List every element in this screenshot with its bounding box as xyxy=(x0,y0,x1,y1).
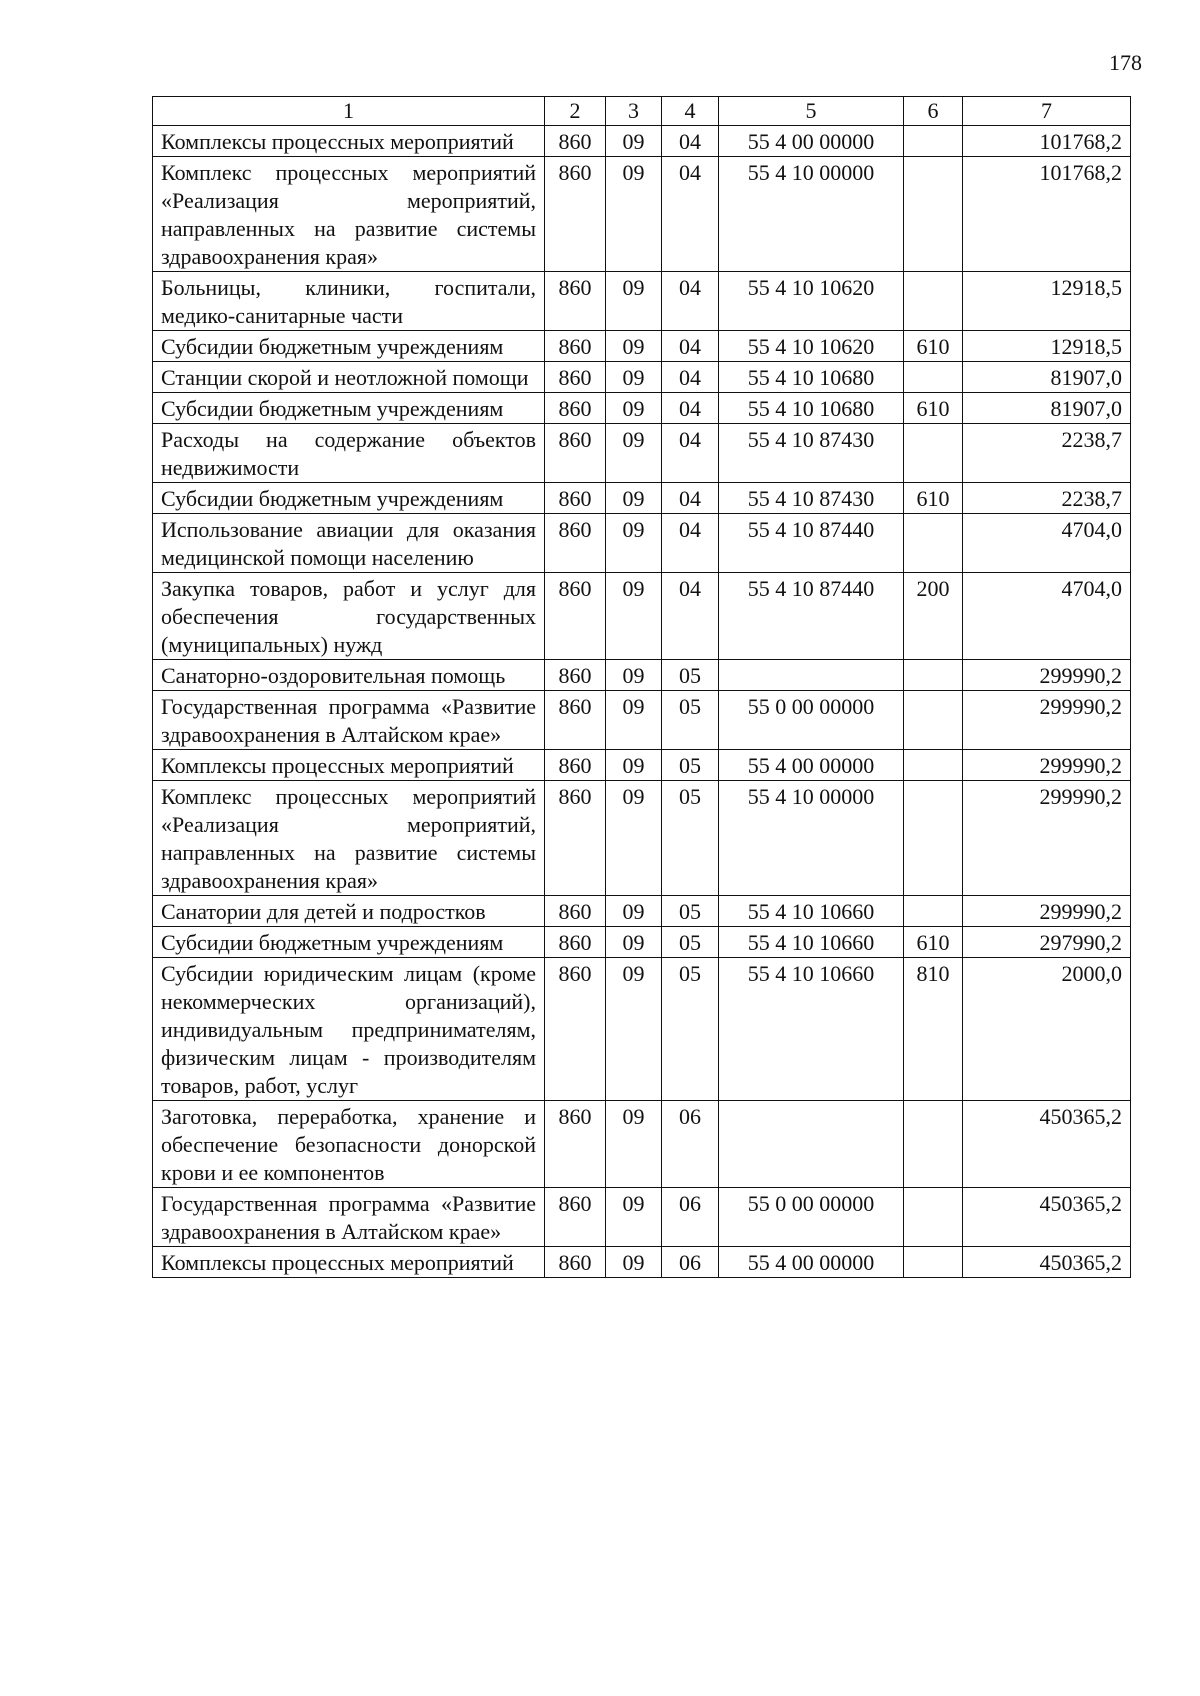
budget-table xyxy=(152,96,1131,1278)
target-article-cell: 55 4 00 00000 xyxy=(719,126,904,157)
target-article-cell: 55 4 00 00000 xyxy=(719,750,904,781)
subsection-code-cell: 04 xyxy=(662,126,719,157)
table-row xyxy=(153,331,1131,362)
target-article-cell: 55 4 10 10660 xyxy=(719,927,904,958)
table-row xyxy=(153,896,1131,927)
header-col-5: 5 xyxy=(719,97,904,126)
table-row xyxy=(153,272,1131,331)
rz-code-cell: 860 xyxy=(545,573,606,660)
header-col-7: 7 xyxy=(963,97,1131,126)
rz-code-cell: 860 xyxy=(545,157,606,272)
amount-cell: 299990,2 xyxy=(963,750,1131,781)
amount-cell: 450365,2 xyxy=(963,1188,1131,1247)
table-row xyxy=(153,573,1131,660)
amount-cell: 4704,0 xyxy=(963,573,1131,660)
target-article-cell: 55 4 10 87440 xyxy=(719,573,904,660)
subsection-code-cell: 06 xyxy=(662,1101,719,1188)
amount-cell: 12918,5 xyxy=(963,272,1131,331)
target-article-cell: 55 4 10 87430 xyxy=(719,424,904,483)
rz-code-cell: 860 xyxy=(545,483,606,514)
expense-type-cell xyxy=(904,1188,963,1247)
section-code-cell: 09 xyxy=(606,573,662,660)
section-code-cell: 09 xyxy=(606,272,662,331)
rz-code-cell: 860 xyxy=(545,927,606,958)
row-name-cell: Комплексы процессных мероприятий xyxy=(153,1247,545,1278)
rz-code-cell: 860 xyxy=(545,958,606,1101)
section-code-cell: 09 xyxy=(606,927,662,958)
target-article-cell: 55 4 10 00000 xyxy=(719,157,904,272)
page-number: 178 xyxy=(1109,50,1142,75)
expense-type-cell: 610 xyxy=(904,483,963,514)
row-name-cell: Субсидии бюджетным учреждениям xyxy=(153,927,545,958)
subsection-code-cell: 04 xyxy=(662,362,719,393)
section-code-cell: 09 xyxy=(606,483,662,514)
expense-type-cell xyxy=(904,896,963,927)
header-col-4: 4 xyxy=(662,97,719,126)
subsection-code-cell: 05 xyxy=(662,958,719,1101)
table-row xyxy=(153,157,1131,272)
rz-code-cell: 860 xyxy=(545,750,606,781)
table-row xyxy=(153,424,1131,483)
header-col-3: 3 xyxy=(606,97,662,126)
subsection-code-cell: 05 xyxy=(662,896,719,927)
expense-type-cell xyxy=(904,1247,963,1278)
subsection-code-cell: 05 xyxy=(662,691,719,750)
expense-type-cell: 200 xyxy=(904,573,963,660)
section-code-cell: 09 xyxy=(606,660,662,691)
subsection-code-cell: 05 xyxy=(662,781,719,896)
expense-type-cell: 610 xyxy=(904,927,963,958)
subsection-code-cell: 06 xyxy=(662,1188,719,1247)
expense-type-cell xyxy=(904,514,963,573)
amount-cell: 299990,2 xyxy=(963,781,1131,896)
expense-type-cell xyxy=(904,691,963,750)
expense-type-cell xyxy=(904,424,963,483)
expense-type-cell xyxy=(904,750,963,781)
table-row xyxy=(153,750,1131,781)
table-row xyxy=(153,126,1131,157)
subsection-code-cell: 05 xyxy=(662,750,719,781)
amount-cell: 12918,5 xyxy=(963,331,1131,362)
row-name-cell: Комплексы процессных мероприятий xyxy=(153,750,545,781)
expense-type-cell: 610 xyxy=(904,331,963,362)
section-code-cell: 09 xyxy=(606,362,662,393)
rz-code-cell: 860 xyxy=(545,781,606,896)
table-row xyxy=(153,1101,1131,1188)
rz-code-cell: 860 xyxy=(545,362,606,393)
target-article-cell: 55 4 10 87430 xyxy=(719,483,904,514)
rz-code-cell: 860 xyxy=(545,1247,606,1278)
subsection-code-cell: 04 xyxy=(662,514,719,573)
table-header xyxy=(153,97,1131,126)
row-name-cell: Заготовка, переработка, хранение и обеспечение безопасности донорской крови и ее компонентов xyxy=(153,1101,545,1188)
rz-code-cell: 860 xyxy=(545,691,606,750)
amount-cell: 2238,7 xyxy=(963,424,1131,483)
rz-code-cell: 860 xyxy=(545,424,606,483)
header-row xyxy=(153,97,1131,126)
section-code-cell: 09 xyxy=(606,424,662,483)
amount-cell: 2000,0 xyxy=(963,958,1131,1101)
amount-cell: 101768,2 xyxy=(963,157,1131,272)
row-name-cell: Субсидии юридическим лицам (кроме некоммерческих организаций), индивидуальным предпринимателям, физическим лицам - производителям товаров, работ, услуг xyxy=(153,958,545,1101)
table-row xyxy=(153,691,1131,750)
subsection-code-cell: 05 xyxy=(662,660,719,691)
section-code-cell: 09 xyxy=(606,514,662,573)
row-name-cell: Использование авиации для оказания медицинской помощи населению xyxy=(153,514,545,573)
table-row xyxy=(153,514,1131,573)
target-article-cell: 55 4 10 87440 xyxy=(719,514,904,573)
row-name-cell: Комплекс процессных мероприятий «Реализация мероприятий, направленных на развитие системы здравоохранения края» xyxy=(153,157,545,272)
expense-type-cell xyxy=(904,362,963,393)
subsection-code-cell: 05 xyxy=(662,927,719,958)
rz-code-cell: 860 xyxy=(545,393,606,424)
amount-cell: 81907,0 xyxy=(963,393,1131,424)
row-name-cell: Субсидии бюджетным учреждениям xyxy=(153,483,545,514)
expense-type-cell xyxy=(904,126,963,157)
expense-type-cell xyxy=(904,272,963,331)
amount-cell: 101768,2 xyxy=(963,126,1131,157)
header-col-2: 2 xyxy=(545,97,606,126)
row-name-cell: Санатории для детей и подростков xyxy=(153,896,545,927)
amount-cell: 299990,2 xyxy=(963,660,1131,691)
section-code-cell: 09 xyxy=(606,1188,662,1247)
rz-code-cell: 860 xyxy=(545,126,606,157)
subsection-code-cell: 04 xyxy=(662,393,719,424)
row-name-cell: Станции скорой и неотложной помощи xyxy=(153,362,545,393)
section-code-cell: 09 xyxy=(606,691,662,750)
table-row xyxy=(153,958,1131,1101)
rz-code-cell: 860 xyxy=(545,896,606,927)
row-name-cell: Санаторно-оздоровительная помощь xyxy=(153,660,545,691)
row-name-cell: Расходы на содержание объектов недвижимости xyxy=(153,424,545,483)
header-col-6: 6 xyxy=(904,97,963,126)
target-article-cell: 55 4 10 10620 xyxy=(719,272,904,331)
amount-cell: 2238,7 xyxy=(963,483,1131,514)
target-article-cell: 55 4 10 10660 xyxy=(719,896,904,927)
row-name-cell: Государственная программа «Развитие здравоохранения в Алтайском крае» xyxy=(153,1188,545,1247)
row-name-cell: Государственная программа «Развитие здравоохранения в Алтайском крае» xyxy=(153,691,545,750)
table-row xyxy=(153,781,1131,896)
table-row xyxy=(153,1247,1131,1278)
table-row xyxy=(153,660,1131,691)
target-article-cell: 55 4 10 10680 xyxy=(719,362,904,393)
section-code-cell: 09 xyxy=(606,393,662,424)
subsection-code-cell: 04 xyxy=(662,272,719,331)
section-code-cell: 09 xyxy=(606,781,662,896)
expense-type-cell: 610 xyxy=(904,393,963,424)
amount-cell: 297990,2 xyxy=(963,927,1131,958)
rz-code-cell: 860 xyxy=(545,1188,606,1247)
table-row xyxy=(153,927,1131,958)
rz-code-cell: 860 xyxy=(545,272,606,331)
subsection-code-cell: 04 xyxy=(662,483,719,514)
section-code-cell: 09 xyxy=(606,126,662,157)
amount-cell: 450365,2 xyxy=(963,1247,1131,1278)
amount-cell: 4704,0 xyxy=(963,514,1131,573)
expense-type-cell xyxy=(904,781,963,896)
row-name-cell: Закупка товаров, работ и услуг для обеспечения государственных (муниципальных) нужд xyxy=(153,573,545,660)
subsection-code-cell: 04 xyxy=(662,573,719,660)
target-article-cell: 55 0 00 00000 xyxy=(719,1188,904,1247)
target-article-cell: 55 4 00 00000 xyxy=(719,1247,904,1278)
row-name-cell: Комплекс процессных мероприятий «Реализация мероприятий, направленных на развитие системы здравоохранения края» xyxy=(153,781,545,896)
table-row xyxy=(153,393,1131,424)
target-article-cell: 55 4 10 10660 xyxy=(719,958,904,1101)
section-code-cell: 09 xyxy=(606,331,662,362)
subsection-code-cell: 06 xyxy=(662,1247,719,1278)
table-row xyxy=(153,1188,1131,1247)
subsection-code-cell: 04 xyxy=(662,331,719,362)
table-body xyxy=(153,126,1131,1278)
table-row xyxy=(153,362,1131,393)
section-code-cell: 09 xyxy=(606,750,662,781)
row-name-cell: Субсидии бюджетным учреждениям xyxy=(153,331,545,362)
section-code-cell: 09 xyxy=(606,1101,662,1188)
row-name-cell: Комплексы процессных мероприятий xyxy=(153,126,545,157)
target-article-cell: 55 4 10 10620 xyxy=(719,331,904,362)
rz-code-cell: 860 xyxy=(545,1101,606,1188)
target-article-cell xyxy=(719,1101,904,1188)
section-code-cell: 09 xyxy=(606,157,662,272)
rz-code-cell: 860 xyxy=(545,660,606,691)
expense-type-cell xyxy=(904,157,963,272)
row-name-cell: Больницы, клиники, госпитали, медико-санитарные части xyxy=(153,272,545,331)
amount-cell: 299990,2 xyxy=(963,691,1131,750)
section-code-cell: 09 xyxy=(606,958,662,1101)
amount-cell: 81907,0 xyxy=(963,362,1131,393)
expense-type-cell xyxy=(904,1101,963,1188)
target-article-cell xyxy=(719,660,904,691)
section-code-cell: 09 xyxy=(606,1247,662,1278)
row-name-cell: Субсидии бюджетным учреждениям xyxy=(153,393,545,424)
target-article-cell: 55 4 10 00000 xyxy=(719,781,904,896)
target-article-cell: 55 0 00 00000 xyxy=(719,691,904,750)
table-row xyxy=(153,483,1131,514)
rz-code-cell: 860 xyxy=(545,331,606,362)
amount-cell: 450365,2 xyxy=(963,1101,1131,1188)
section-code-cell: 09 xyxy=(606,896,662,927)
amount-cell: 299990,2 xyxy=(963,896,1131,927)
header-col-1: 1 xyxy=(153,97,545,126)
subsection-code-cell: 04 xyxy=(662,424,719,483)
rz-code-cell: 860 xyxy=(545,514,606,573)
expense-type-cell xyxy=(904,660,963,691)
expense-type-cell: 810 xyxy=(904,958,963,1101)
subsection-code-cell: 04 xyxy=(662,157,719,272)
target-article-cell: 55 4 10 10680 xyxy=(719,393,904,424)
